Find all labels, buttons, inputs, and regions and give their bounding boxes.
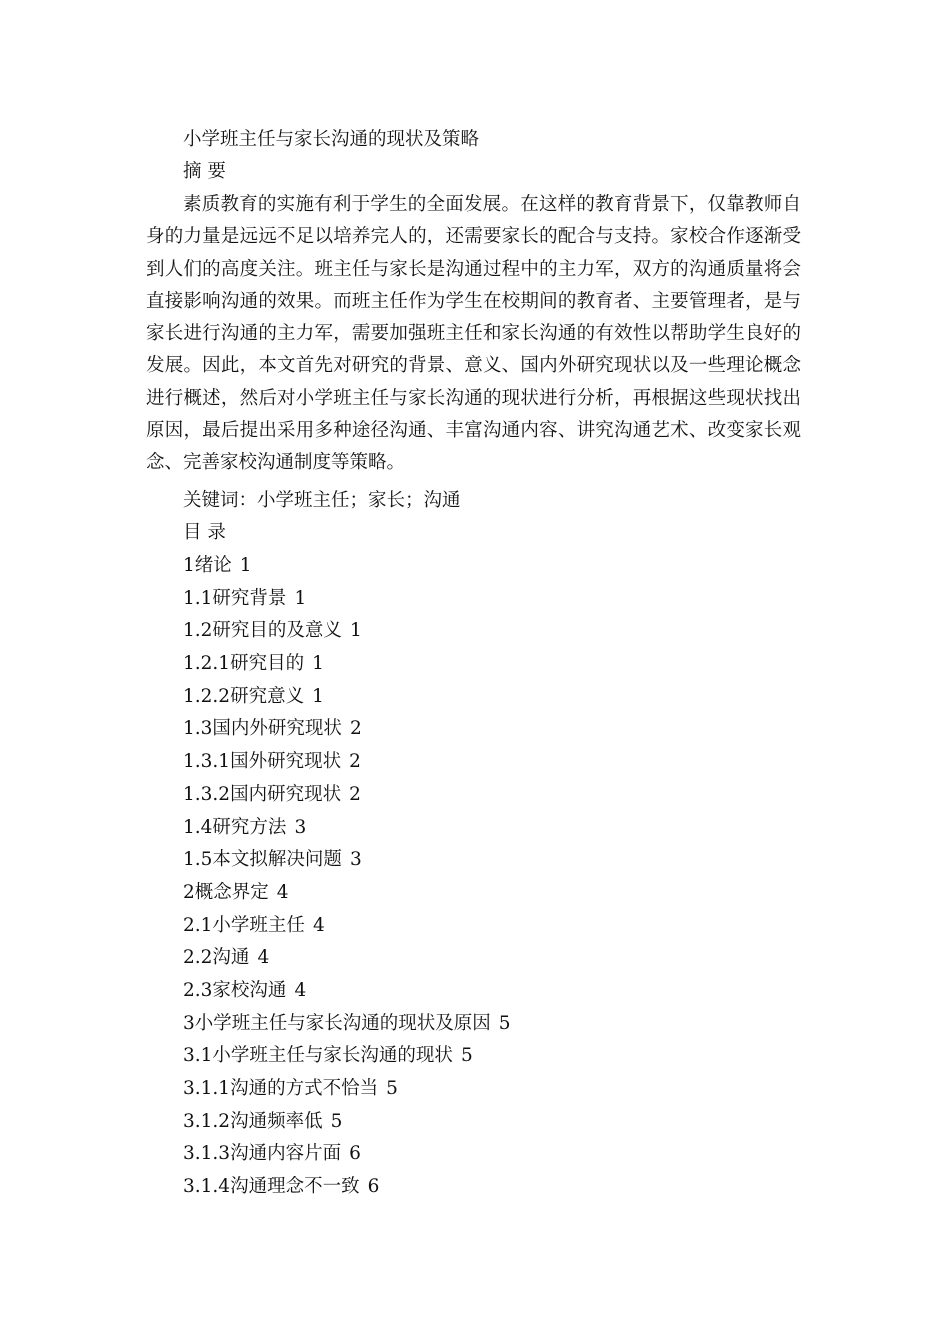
- toc-entry[interactable]: [183, 814, 511, 847]
- toc-label: 研究目的: [230, 653, 305, 675]
- toc-label: 沟通内容片面: [230, 1143, 342, 1165]
- toc-label: 小学班主任与家长沟通的现状: [212, 1045, 453, 1067]
- toc-number: 3.1.3: [183, 1143, 231, 1165]
- toc-label: 研究方法: [212, 816, 287, 838]
- toc-label: 国外研究现状: [230, 751, 342, 773]
- toc-page-number: 2: [349, 718, 362, 740]
- toc-entry[interactable]: [183, 585, 511, 618]
- toc-page-number: 5: [498, 1012, 511, 1034]
- toc-page-number: 4: [294, 979, 307, 1001]
- toc-page-number: 1: [312, 685, 324, 707]
- toc-page-number: 5: [386, 1078, 398, 1099]
- toc-entry[interactable]: [183, 846, 511, 879]
- toc-entry[interactable]: [183, 1173, 511, 1206]
- toc-entry[interactable]: [183, 781, 511, 814]
- toc-page-number: 3: [294, 816, 307, 838]
- toc-label: 概念界定: [194, 881, 269, 903]
- toc-entry[interactable]: [183, 552, 511, 585]
- toc-number: 3: [183, 1012, 195, 1034]
- toc-entry[interactable]: [183, 1010, 511, 1043]
- document-title: 小学班主任与家长沟通的现状及策略: [183, 129, 480, 150]
- table-of-contents: [183, 552, 511, 1206]
- toc-number: 1.1: [183, 587, 213, 609]
- abstract-heading: 摘 要: [183, 161, 226, 182]
- toc-entry[interactable]: [183, 944, 511, 977]
- toc-entry[interactable]: [183, 683, 511, 716]
- toc-page-number: 1: [239, 555, 252, 576]
- toc-number: 1.2.2: [183, 685, 231, 707]
- toc-label: 研究目的及意义: [212, 620, 342, 642]
- toc-page-number: 1: [349, 620, 362, 642]
- toc-number: 3.1.2: [183, 1110, 231, 1132]
- toc-label: 国内外研究现状: [212, 718, 342, 740]
- toc-label: 小学班主任: [212, 914, 305, 936]
- toc-label: 沟通的方式不恰当: [230, 1078, 379, 1099]
- toc-page-number: 4: [312, 914, 325, 936]
- toc-number: 1.3: [183, 718, 213, 740]
- toc-page-number: 2: [349, 751, 361, 773]
- toc-page-number: 6: [367, 1176, 380, 1198]
- toc-number: 1.2: [183, 620, 213, 642]
- toc-page-number: 4: [276, 881, 289, 903]
- toc-number: 2: [183, 881, 195, 903]
- toc-page-number: 6: [349, 1143, 361, 1165]
- toc-entry[interactable]: [183, 1042, 511, 1075]
- toc-number: 1.2.1: [183, 653, 231, 675]
- toc-entry[interactable]: [183, 715, 511, 748]
- toc-number: 1.3.2: [183, 783, 231, 805]
- toc-label: 本文拟解决问题: [212, 849, 342, 871]
- toc-entry[interactable]: [183, 1140, 511, 1173]
- toc-label: 国内研究现状: [230, 783, 342, 805]
- toc-number: 2.2: [183, 947, 213, 969]
- keywords-line: 关键词：小学班主任；家长；沟通: [183, 490, 461, 511]
- toc-number: 2.1: [183, 914, 213, 936]
- toc-page-number: 2: [349, 783, 361, 805]
- toc-label: 研究意义: [230, 685, 305, 707]
- toc-number: 1.5: [183, 849, 213, 871]
- toc-entry[interactable]: [183, 912, 511, 945]
- toc-entry[interactable]: [183, 617, 511, 650]
- toc-entry[interactable]: [183, 1075, 511, 1108]
- toc-entry[interactable]: [183, 650, 511, 683]
- toc-page-number: 4: [257, 947, 270, 969]
- toc-entry[interactable]: [183, 879, 511, 912]
- toc-label: 沟通: [212, 947, 250, 969]
- toc-entry[interactable]: [183, 977, 511, 1010]
- toc-page-number: 1: [294, 587, 307, 609]
- toc-entry[interactable]: [183, 1108, 511, 1141]
- toc-number: 3.1.4: [183, 1176, 231, 1198]
- abstract-body: 素质教育的实施有利于学生的全面发展。在这样的教育背景下，仅靠教师自身的力量是远远不足以培养完人的，还需要家长的配合与支持。家校合作逐渐受到人们的高度关注。班主任与家长是沟通过程中的主力军，双方的沟通质量将会直接影响沟通的效果。而班主任作为学生在校期间的教育者、主要管理者，是与家长进行沟通的主力军，需要加强班主任和家长沟通的有效性以帮助学生良好的发展。因此，本文首先对研究的背景、意义、国内外研究现状以及一些理论概念进行概述，然后对小学班主任与家长沟通的现状进行分析，再根据这些现状找出原因，最后提出采用多种途径沟通、丰富沟通内容、讲究沟通艺术、改变家长观念、完善家校沟通制度等策略。: [146, 194, 801, 474]
- toc-number: 3.1: [183, 1045, 213, 1067]
- toc-page-number: 3: [349, 849, 362, 871]
- toc-label: 沟通理念不一致: [230, 1176, 360, 1198]
- toc-page-number: 5: [330, 1110, 343, 1132]
- toc-number: 1.3.1: [183, 751, 231, 773]
- toc-label: 小学班主任与家长沟通的现状及原因: [194, 1012, 491, 1034]
- toc-label: 沟通频率低: [230, 1110, 323, 1132]
- toc-page-number: 1: [312, 653, 324, 675]
- toc-label: 研究背景: [212, 587, 287, 609]
- toc-label: 绪论: [194, 555, 232, 576]
- toc-number: 3.1.1: [183, 1078, 231, 1099]
- toc-page-number: 5: [460, 1045, 473, 1067]
- toc-entry[interactable]: [183, 748, 511, 781]
- toc-number: 1: [183, 555, 195, 576]
- toc-number: 2.3: [183, 979, 213, 1001]
- toc-number: 1.4: [183, 816, 213, 838]
- toc-label: 家校沟通: [212, 979, 287, 1001]
- toc-heading: 目 录: [183, 522, 226, 543]
